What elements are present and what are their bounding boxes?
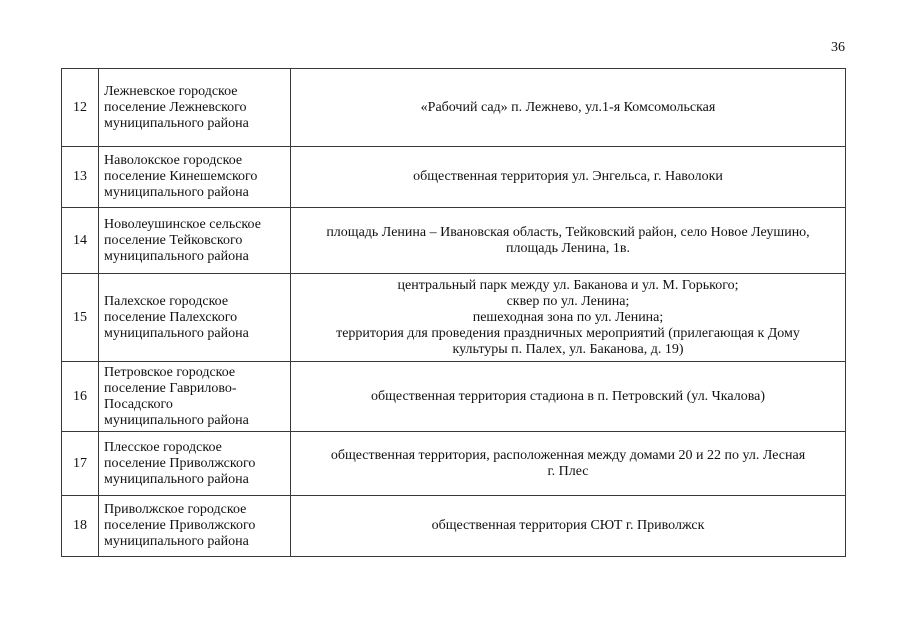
territory-cell xyxy=(291,208,846,274)
row-number: 12 xyxy=(62,69,99,147)
municipality-line: поселение Палехского xyxy=(104,309,238,325)
municipality-line: муниципального района xyxy=(104,471,249,487)
territory-line: г. Плес xyxy=(547,463,589,479)
municipality-line: муниципального района xyxy=(104,248,249,264)
municipality-line: поселение Лежневского xyxy=(104,99,247,115)
territory-cell xyxy=(291,69,846,147)
municipality-cell xyxy=(99,496,291,557)
table-row xyxy=(62,362,846,432)
municipality-line: Палехское городское xyxy=(104,293,229,309)
territory-line: общественная территория ул. Энгельса, г. Наволоки xyxy=(413,169,723,184)
municipality-line: поселение Приволжского xyxy=(104,518,256,533)
territory-line: площадь Ленина, 1в. xyxy=(506,240,630,256)
territory-line: площадь Ленина – Ивановская область, Тейковский район, село Новое Леушино, xyxy=(326,224,810,240)
row-number: 16 xyxy=(62,362,99,432)
territory-line: общественная территория СЮТ г. Приволжск xyxy=(431,518,705,533)
territory-cell xyxy=(291,362,846,432)
table-row xyxy=(62,208,846,274)
row-number: 14 xyxy=(62,208,99,274)
row-number: 18 xyxy=(62,496,99,557)
municipality-line: муниципального района xyxy=(104,325,249,341)
municipality-line: муниципального района xyxy=(104,534,249,549)
table-row xyxy=(62,274,846,362)
municipality-line: Наволокское городское xyxy=(104,153,243,168)
table-row xyxy=(62,147,846,208)
row-number: 13 xyxy=(62,147,99,208)
table-row xyxy=(62,432,846,496)
municipality-line: муниципального района xyxy=(104,185,249,200)
municipality-line: поселение Кинешемского xyxy=(104,169,258,184)
territory-line: «Рабочий сад» п. Лежнево, ул.1-я Комсомольская xyxy=(420,99,716,115)
municipality-line: Посадского xyxy=(104,396,173,412)
territories-table xyxy=(61,68,846,557)
table-row xyxy=(62,69,846,147)
municipality-cell xyxy=(99,274,291,362)
municipality-cell xyxy=(99,432,291,496)
row-number: 17 xyxy=(62,432,99,496)
municipality-cell xyxy=(99,69,291,147)
municipality-line: Лежневское городское xyxy=(104,83,238,99)
municipality-cell xyxy=(99,208,291,274)
territory-line: общественная территория стадиона в п. Петровский (ул. Чкалова) xyxy=(371,388,765,404)
territory-line: пешеходная зона по ул. Ленина; xyxy=(472,309,664,325)
municipality-line: поселение Тейковского xyxy=(104,232,243,248)
row-number: 15 xyxy=(62,274,99,362)
territory-line: сквер по ул. Ленина; xyxy=(506,293,630,309)
municipality-line: Приволжское городское xyxy=(104,502,247,517)
municipality-line: муниципального района xyxy=(104,115,249,131)
territory-cell xyxy=(291,496,846,557)
municipality-line: поселение Приволжского xyxy=(104,455,256,471)
municipality-line: Новолеушинское сельское xyxy=(104,216,261,232)
territory-line: общественная территория, расположенная между домами 20 и 22 по ул. Лесная xyxy=(330,447,806,463)
territory-line: культуры п. Палех, ул. Баканова, д. 19) xyxy=(452,341,684,357)
territory-line: центральный парк между ул. Баканова и ул. М. Горького; xyxy=(397,277,739,293)
territory-cell xyxy=(291,274,846,362)
municipality-cell xyxy=(99,362,291,432)
page-number: 36 xyxy=(831,40,845,55)
territory-cell xyxy=(291,432,846,496)
table-row xyxy=(62,496,846,557)
territory-cell xyxy=(291,147,846,208)
municipality-cell xyxy=(99,147,291,208)
municipality-line: поселение Гаврилово- xyxy=(104,380,237,396)
territory-line: территория для проведения праздничных мероприятий (прилегающая к Дому xyxy=(336,325,800,341)
municipality-line: муниципального района xyxy=(104,412,249,428)
municipality-line: Петровское городское xyxy=(104,364,236,380)
municipality-line: Плесское городское xyxy=(104,439,222,455)
